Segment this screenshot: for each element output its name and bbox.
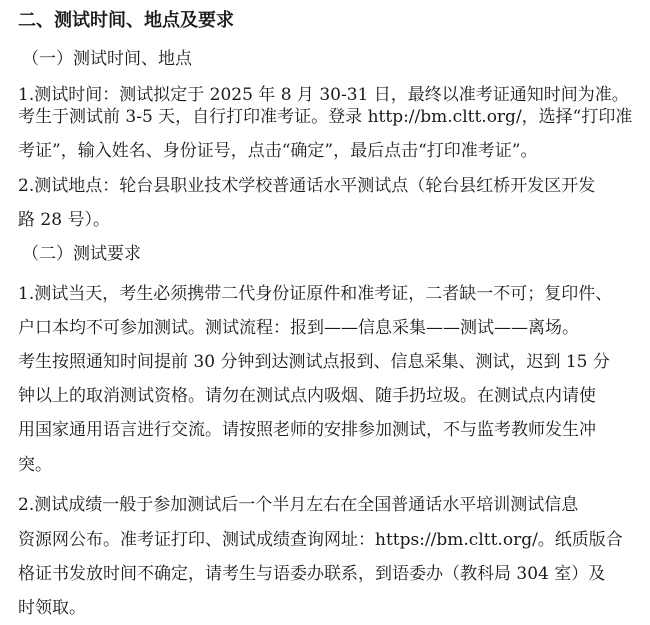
- paragraph-line: 路 28 号）。: [18, 210, 110, 230]
- paragraph-line: 钟以上的取消测试资格。请勿在测试点内吸烟、随手扔垃圾。在测试点内请使: [18, 386, 596, 406]
- subsection-title-requirements: （二）测试要求: [22, 244, 141, 264]
- paragraph-line: 2.测试成绩一般于参加测试后一个半月左右在全国普通话水平培训测试信息: [18, 495, 579, 515]
- paragraph-line: 考证”，输入姓名、身份证号，点击“确定”，最后点击“打印准考证”。: [18, 141, 538, 161]
- paragraph-line: 户口本均不可参加测试。测试流程：报到——信息采集——测试——离场。: [18, 318, 579, 338]
- section-heading: 二、测试时间、地点及要求: [18, 10, 234, 31]
- paragraph-line: 用国家通用语言进行交流。请按照老师的安排参加测试，不与监考教师发生冲: [18, 420, 596, 440]
- paragraph-line: 资源网公布。准考证打印、测试成绩查询网址：https://bm.cltt.org/。纸质版合: [18, 530, 623, 550]
- paragraph-line: 1.测试当天，考生必须携带二代身份证原件和准考证，二者缺一不可；复印件、: [18, 284, 613, 304]
- paragraph-line: 格证书发放时间不确定，请考生与语委办联系，到语委办（教科局 304 室）及: [18, 564, 606, 584]
- paragraph-line: 时领取。: [18, 598, 86, 618]
- paragraph-line: 1.测试时间：测试拟定于 2025 年 8 月 30-31 日，最终以准考证通知时间为准。: [18, 85, 629, 105]
- subsection-title-time-location: （一）测试时间、地点: [22, 49, 192, 69]
- paragraph-line: 考生于测试前 3-5 天，自行打印准考证。登录 http://bm.cltt.org/，选择“打印准: [18, 107, 633, 127]
- paragraph-line: 突。: [18, 455, 52, 475]
- paragraph-line: 考生按照通知时间提前 30 分钟到达测试点报到、信息采集、测试，迟到 15 分: [18, 352, 610, 372]
- paragraph-line: 2.测试地点：轮台县职业技术学校普通话水平测试点（轮台县红桥开发区开发: [18, 176, 596, 196]
